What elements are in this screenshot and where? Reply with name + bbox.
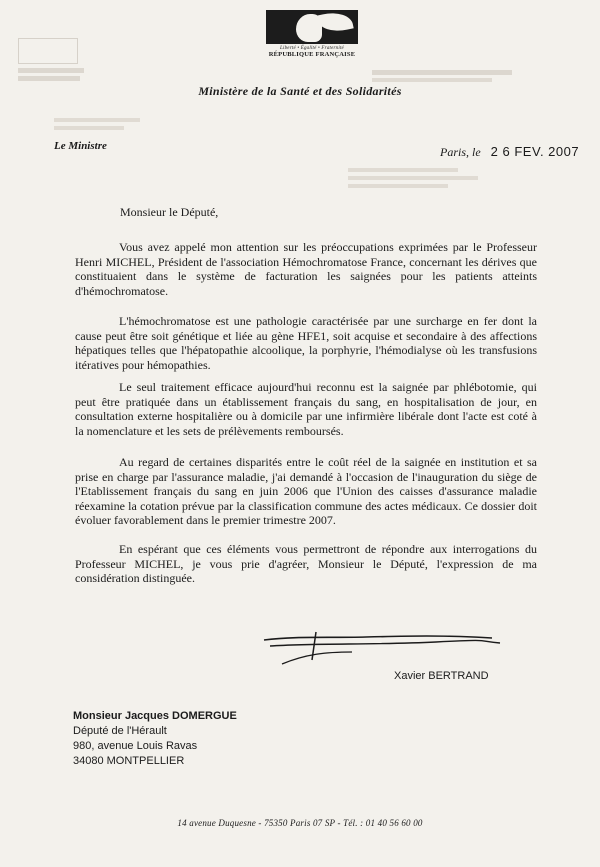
marianne-logo [266,10,358,58]
recipient-name: Monsieur Jacques DOMERGUE [73,710,237,722]
salutation: Monsieur le Député, [120,205,219,219]
recipient-title: Député de l'Hérault [73,725,167,737]
minister-label: Le Ministre [54,140,107,152]
body-paragraph-4: Au regard de certaines disparités entre le coût réel de la saignée en institution et sa prise en charge par l'assurance maladie, j'ai demandé à l'occasion de l'inauguration du siège de l'Etablissement français du sang en juin 2006 que l'Union des caisses d'assurance maladie réexamine la cotation prévue par la classification commune des actes médicaux. Ce dossier doit évoluer favorablement dans le premier trimestre 2007. [75,455,537,528]
republic-name: RÉPUBLIQUE FRANÇAISE [268,51,356,58]
recipient-street: 980, avenue Louis Ravas [73,740,198,752]
ministry-title: Ministère de la Santé et des Solidarités [198,84,402,98]
date-stamp: 2 6 FEV. 2007 [490,144,580,159]
signer-name: Xavier BERTRAND [394,670,489,682]
date-place: Paris, le [440,145,481,159]
show-through-right [372,70,522,82]
body-paragraph-3: Le seul traitement efficace aujourd'hui reconnu est la saignée par phlébotomie, qui peut être pratiquée dans un établissement français du sang, en hospitalisation de jour, en consultation externe hospitalière ou à domicile par une infirmière libérale dont l'acte est coté à la nomenclature et les sets de prélèvements remboursés. [75,380,537,438]
body-paragraph-5: En espérant que ces éléments vous permettront de répondre aux interrogations du Professeur MICHEL, je vous prie d'agréer, Monsieur le Député, l'expression de ma considération distinguée. [75,542,537,586]
show-through-mid [348,168,488,198]
republic-motto: Liberté • Égalité • Fraternité [280,46,344,51]
ministry-address-footer: 14 avenue Duquesne - 75350 Paris 07 SP - Tél. : 01 40 56 60 00 [177,818,423,828]
recipient-city: 34080 MONTPELLIER [73,755,185,767]
show-through-left-2 [54,118,144,138]
handwritten-signature [256,630,506,670]
marianne-emblem-icon [266,10,358,44]
letter-date [440,144,579,160]
body-paragraph-1: Vous avez appelé mon attention sur les préoccupations exprimées par le Professeur Henri MICHEL, Président de l'association Hémochromatose France, concernant les dérives que constituaient dans le système de facturation les saignées pour les patients atteints d'hémochromatose. [75,240,537,298]
recipient-address [73,709,237,769]
body-paragraph-2: L'hémochromatose est une pathologie caractérisée par une surcharge en fer dont la cause peut être soit génétique et liée au gène HFE1, soit acquise et secondaire à des affections hépatiques telles que l'hépatopathie alcoolique, la porphyrie, l'hémodialyse où les transfusions itératives pour hémopathies. [75,314,537,372]
